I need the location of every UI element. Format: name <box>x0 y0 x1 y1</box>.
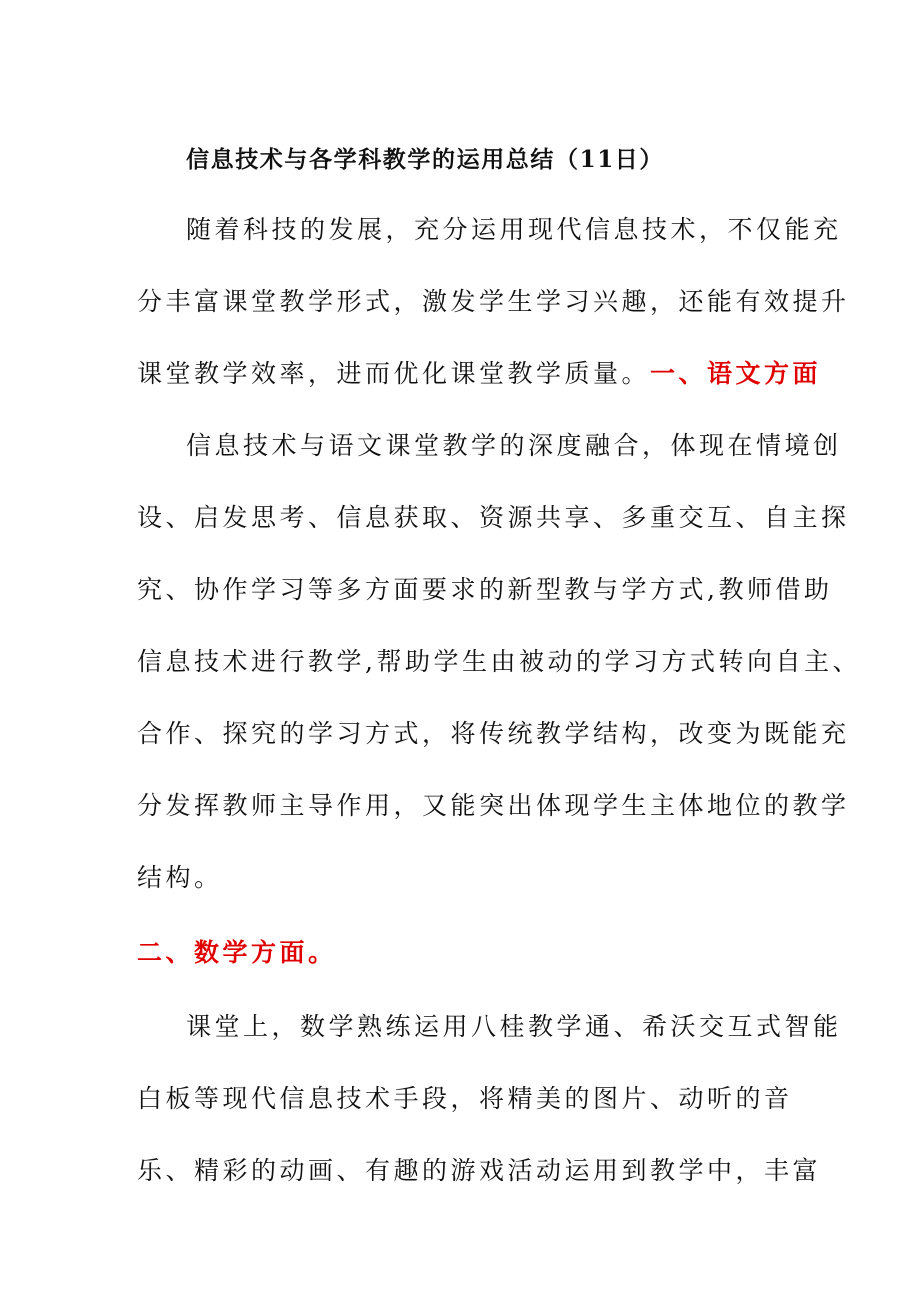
paragraph-line: 白板等现代信息技术手段，将精美的图片、动听的音 <box>137 1084 793 1113</box>
document-title: 信息技术与各学科教学的运用总结（11日） <box>186 146 665 173</box>
paragraph-line: 设、启发思考、信息获取、资源共享、多重交互、自主探 <box>137 503 850 532</box>
paragraph-line: 信息技术进行教学,帮助学生由被动的学习方式转向自主、 <box>137 647 861 676</box>
paragraph-line: 结构。 <box>137 863 223 892</box>
paragraph-line: 乐、精彩的动画、有趣的游戏活动运用到教学中，丰富 <box>137 1156 822 1185</box>
paragraph-line: 随着科技的发展，充分运用现代信息技术，不仅能充 <box>186 215 842 244</box>
paragraph-line: 合作、探究的学习方式，将传统教学结构，改变为既能充 <box>137 719 850 748</box>
paragraph-line: 分丰富课堂教学形式，激发学生学习兴趣，还能有效提升 <box>137 287 850 316</box>
paragraph-line: 究、协作学习等多方面要求的新型教与学方式,教师借助 <box>137 575 833 604</box>
paragraph-line: 信息技术与语文课堂教学的深度融合，体现在情境创 <box>186 431 842 460</box>
section-heading-chinese: 一、语文方面 <box>650 359 822 388</box>
paragraph-line: 课堂上，数学熟练运用八桂教学通、希沃交互式智能 <box>186 1012 842 1041</box>
paragraph-line: 分发挥教师主导作用，又能突出体现学生主体地位的教学 <box>137 791 850 820</box>
section-heading-math: 二、数学方面。 <box>137 938 337 967</box>
paragraph-text: 课堂教学效率，进而优化课堂教学质量。 <box>137 359 651 388</box>
paragraph-line <box>137 356 821 392</box>
